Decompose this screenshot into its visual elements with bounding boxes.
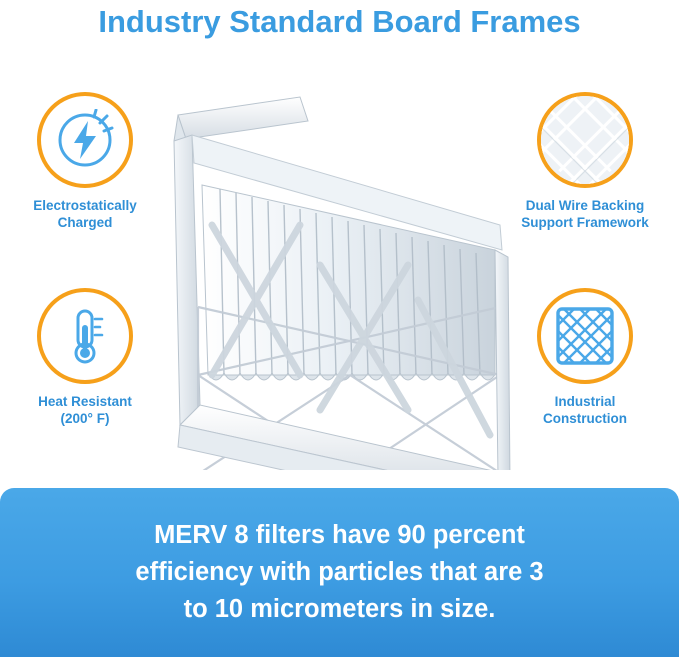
feature-dual-wire-backing (500, 92, 670, 231)
badge-circle-heat-resistant (37, 288, 133, 384)
banner-text (93, 517, 585, 628)
feature-label-line1: Dual Wire Backing (525, 198, 645, 213)
thermometer-icon (41, 292, 129, 380)
badge-circle-dual-wire-backing (537, 92, 633, 188)
badge-circle-electrostatically-charged (37, 92, 133, 188)
feature-electrostatically-charged (0, 92, 170, 231)
banner-line-2: efficiency with particles that are 3 (135, 558, 544, 586)
feature-label-line2: Charged (57, 215, 113, 230)
feature-heat-resistant (0, 288, 170, 427)
feature-label-heat-resistant (0, 393, 170, 427)
page-title: Industry Standard Board Frames (98, 4, 581, 39)
feature-label-line1: Industrial (554, 394, 616, 409)
badge-circle-industrial-construction (537, 288, 633, 384)
mesh-grid-icon (541, 292, 629, 380)
feature-label-line2: Support Framework (521, 215, 649, 230)
feature-label-line2: (200° F) (60, 411, 110, 426)
feature-label-electrostatically-charged (0, 197, 170, 231)
lightning-bolt-icon (41, 96, 129, 184)
feature-label-dual-wire-backing (500, 197, 670, 231)
feature-label-line1: Electrostatically (33, 198, 137, 213)
banner-line-3: to 10 micrometers in size. (183, 595, 496, 623)
feature-industrial-construction (500, 288, 670, 427)
banner-line-1: MERV 8 filters have 90 percent (154, 521, 525, 549)
merv-rating-banner (0, 488, 679, 657)
feature-label-line2: Construction (543, 411, 627, 426)
wire-mesh-photo-icon (541, 96, 629, 184)
feature-label-industrial-construction (500, 393, 670, 427)
feature-label-line1: Heat Resistant (38, 394, 132, 409)
pleated-air-filter-illustration (150, 75, 520, 470)
